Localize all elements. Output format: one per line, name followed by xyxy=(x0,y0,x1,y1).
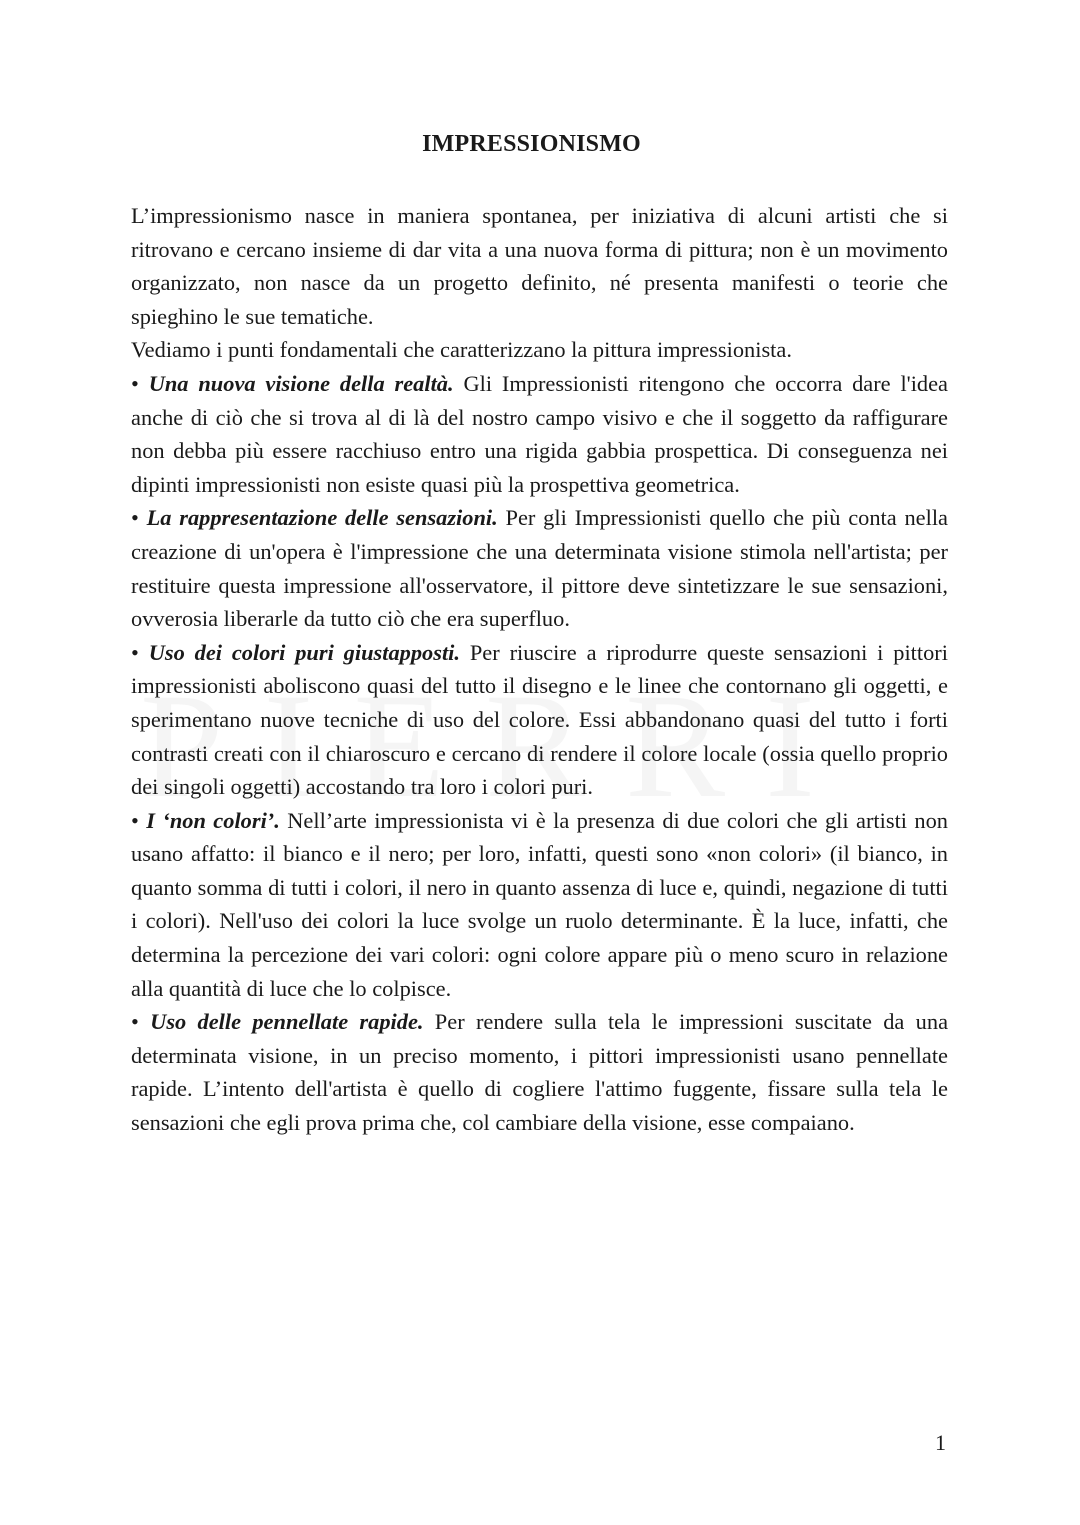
bullet-icon: • xyxy=(131,1009,139,1035)
point-text: Per gli Impressionisti quello che più conta nella creazione di un'opera è l'impressione che una determinata visione stimola nell'artista; per restituire questa impressione all'osservatore, il pittore deve sintetizzare le sue sensazioni, ovverosia liberarle da tutto ciò che era superfluo. xyxy=(131,505,948,632)
page-title: IMPRESSIONISMO xyxy=(422,131,641,157)
page-number: 1 xyxy=(935,1430,946,1455)
bullet-icon: • xyxy=(131,639,139,665)
point-text: Per riuscire a riprodurre queste sensazioni i pittori impressionisti aboliscono quasi del tutto il disegno e le linee che contornano gli oggetti, e sperimentano nuove tecniche di uso del colore. Essi abbandonano quasi del tutto i forti contrasti creati con il chiaroscuro e cercano di rendere il colore locale (ossia quello proprio dei singoli oggetti) accostando tra loro i colori puri. xyxy=(131,639,948,800)
point-text: Nell’arte impressionista vi è la presenza di due colori che gli artisti non usano affatto: il bianco e il nero; per loro, infatti, questi sono «non colori» (il bianco, in quanto somma di tutti i colori, il nero in quanto assenza di luce e, quindi, negazione di tutti i colori). Nell'uso dei colori la luce svolge un ruolo determinante. È la luce, infatti, che determina la percezione dei vari colori: ogni colore appare più o meno scuro in relazione alla quantità di luce che lo colpisce. xyxy=(131,807,948,1001)
bullet-icon: • xyxy=(131,505,139,531)
point-text: Gli Impressionisti ritengono che occorra dare l'idea anche di ciò che si trova al di là del nostro campo visivo e che il soggetto da raffigurare non debba più essere racchiuso entro una rigida gabbia prospettica. Di conseguenza nei dipinti impressionisti non esiste quasi più la prospettiva geometrica. xyxy=(131,370,948,497)
point-paragraph xyxy=(131,501,948,635)
intro-paragraph: L’impressionismo nasce in maniera spontanea, per iniziativa di alcuni artisti che si ritrovano e cercano insieme di dar vita a una nuova forma di pittura; non è un movimento organizzato, non nasce da un progetto definito, né presenta manifesti o teorie che spieghino le sue tematiche. xyxy=(131,203,948,329)
point-paragraph xyxy=(131,367,948,501)
point-paragraph xyxy=(131,804,948,1006)
lead-in-paragraph: Vediamo i punti fondamentali che caratterizzano la pittura impressionista. xyxy=(131,337,792,363)
bullet-icon: • xyxy=(131,807,139,833)
document-body xyxy=(131,199,948,1140)
point-text: Per rendere sulla tela le impressioni suscitate da una determinata visione, in un preciso momento, i pittori impressionisti usano pennellate rapide. L’intento dell'artista è quello di cogliere l'attimo fuggente, fissare sulla tela le sensazioni che egli prova prima che, col cambiare della visione, esse compaiano. xyxy=(131,1009,949,1136)
point-paragraph xyxy=(131,1005,948,1139)
point-heading: La rappresentazione delle sensazioni. xyxy=(146,505,498,531)
point-heading: Uso dei colori puri giustapposti. xyxy=(148,639,460,665)
point-paragraph xyxy=(131,636,948,804)
point-heading: Una nuova visione della realtà. xyxy=(148,370,454,396)
point-heading: I ‘non colori’. xyxy=(146,807,280,833)
point-heading: Uso delle pennellate rapide. xyxy=(150,1009,424,1035)
bullet-icon: • xyxy=(131,370,139,396)
